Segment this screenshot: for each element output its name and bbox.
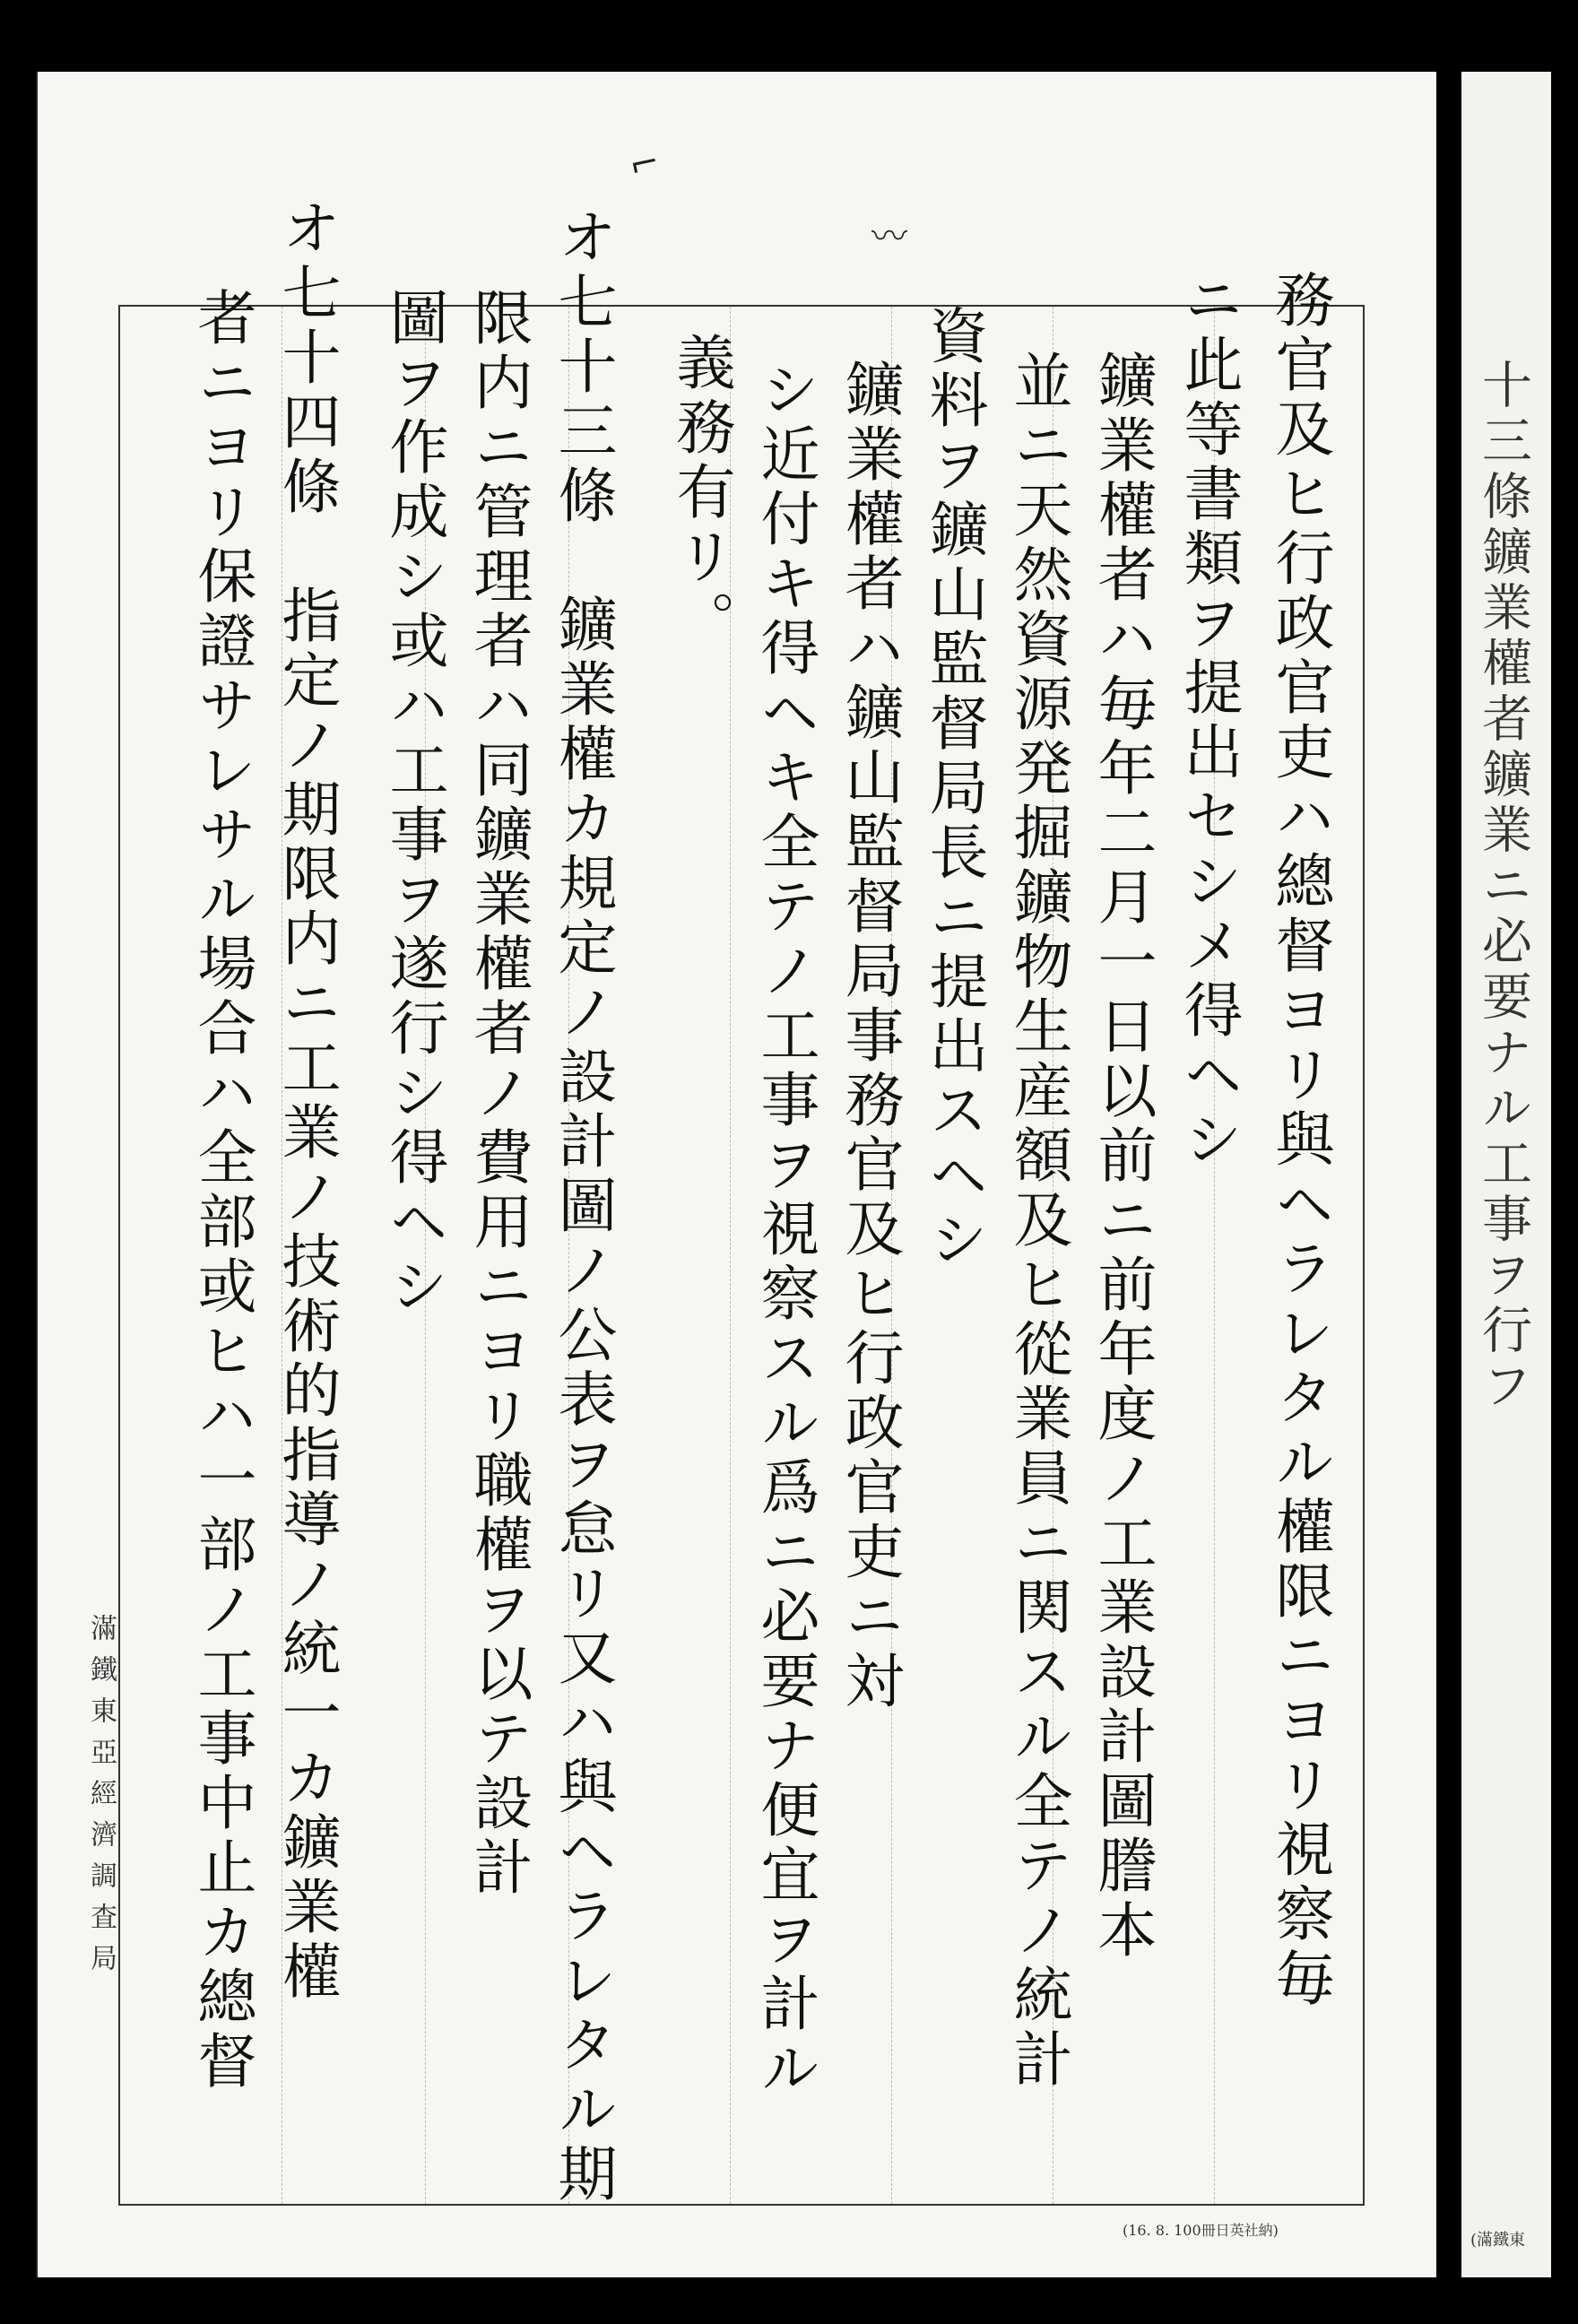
text-column-4: 並ニ天然資源発掘鑛物生産額及ヒ從業員ニ関スル全テノ統計 — [1003, 350, 1072, 2093]
text-column-7: シ近付キ得ヘキ全テノ工事ヲ視察スル爲ニ必要ナ便宜ヲ計ル — [750, 359, 819, 2102]
text-column-5: 資料ヲ鑛山監督局長ニ提出スヘシ — [919, 305, 988, 1273]
text-column-9: オ七十三條 鑛業權カ規定ノ設計圖ノ公表ヲ怠リ又ハ與ヘラレタル期 — [548, 206, 617, 2207]
top-margin-mark: 〰 — [871, 216, 907, 257]
text-column-8: 義務有リ。 — [666, 332, 735, 655]
text-column-13: 者ニヨリ保證サレサル場合ハ全部或ヒハ一部ノ工事中止カ總督 — [187, 287, 256, 2094]
publisher-label: 滿鐵東亞經濟調査局 — [85, 1614, 117, 1985]
text-column-6: 鑛業權者ハ鑛山監督局事務官及ヒ行政官吏ニ対 — [835, 359, 904, 1714]
text-column-3: 鑛業權者ハ毎年二月一日以前ニ前年度ノ工業設計圖謄本 — [1088, 350, 1157, 1964]
adjacent-page-stamp: (滿鐵東 — [1470, 2231, 1526, 2250]
printer-note: (16. 8. 100冊日英社納) — [1123, 2222, 1279, 2239]
manuscript-page — [36, 72, 1436, 2277]
text-column-11: 圖ヲ作成シ或ハ工事ヲ遂行シ得ヘシ — [379, 287, 448, 1320]
text-column-10: 限内ニ管理者ハ同鑛業權者ノ費用ニヨリ職權ヲ以テ設計 — [464, 287, 533, 1901]
margin-mark: ⌐ — [625, 141, 663, 187]
text-column-2: ニ此等書類ヲ提出セシメ得ヘシ — [1174, 269, 1243, 1173]
text-column-1: 務官及ヒ行政官吏ハ總督ヨリ與ヘラレタル權限ニヨリ視察毎 — [1265, 269, 1334, 2012]
adjacent-page-edge — [1461, 72, 1551, 2277]
adjacent-page-text: 十三條鑛業權者鑛業ニ必要ナル工事ヲ行フ — [1474, 359, 1532, 1415]
text-column-12: オ七十四條 指定ノ期限内ニ工業ノ技術的指導ノ統一カ鑛業權 — [272, 197, 341, 2005]
